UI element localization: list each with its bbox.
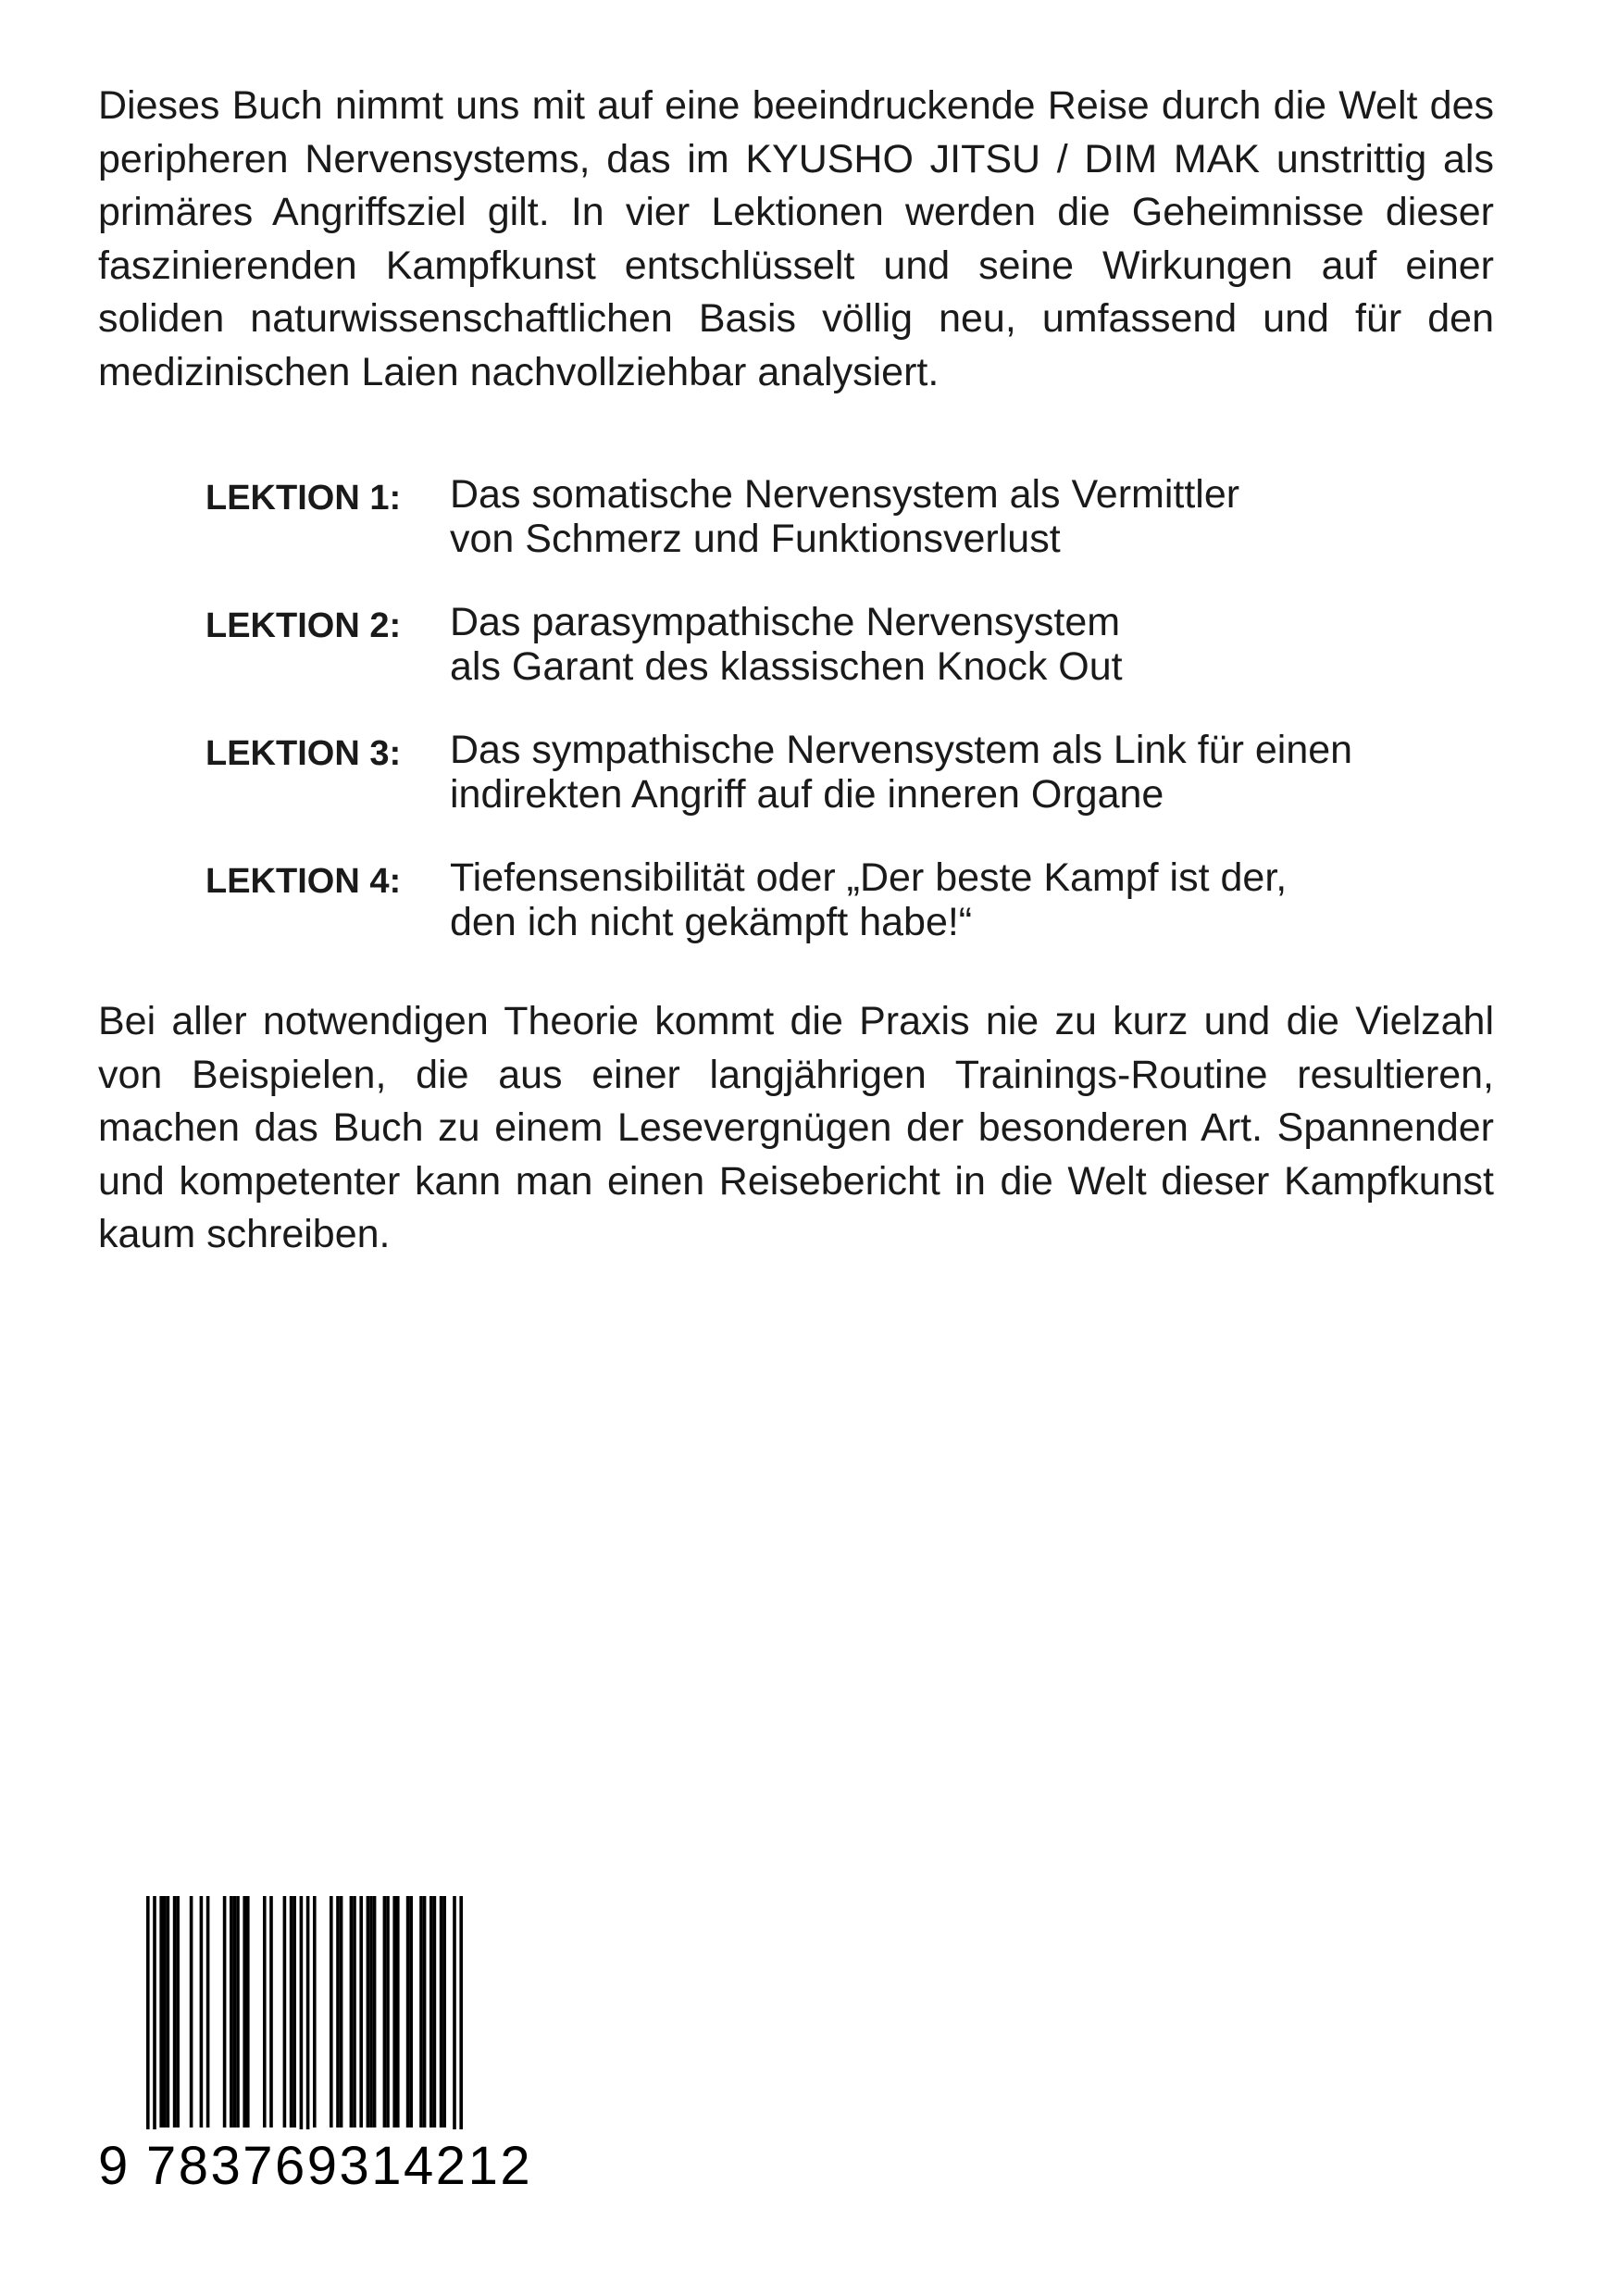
- lesson-item-3: [205, 728, 1409, 817]
- barcode-bar: [392, 1896, 396, 2128]
- lesson-line: Das sympathische Nervensystem als Link für einen: [450, 728, 1353, 772]
- lesson-line: Das parasympathische Nervensystem: [450, 600, 1121, 644]
- lesson-label: LEKTION 1:: [205, 479, 402, 518]
- barcode-bar: [423, 1896, 427, 2128]
- barcode-bar: [300, 1896, 304, 2160]
- lesson-label: LEKTION 4:: [205, 862, 402, 901]
- barcode-bar: [263, 1896, 267, 2128]
- lesson-description: [450, 728, 1409, 817]
- lesson-line: von Schmerz und Funktionsverlust: [450, 517, 1061, 561]
- barcode-bar: [236, 1896, 240, 2128]
- barcode-bar: [330, 1896, 333, 2128]
- barcode-bar: [146, 1896, 150, 2160]
- barcode-bar: [429, 1896, 433, 2128]
- lesson-list: [205, 472, 1409, 983]
- barcode-bar: [173, 1896, 177, 2128]
- barcode-bar: [206, 1896, 210, 2128]
- barcode-bar: [353, 1896, 356, 2128]
- barcode-bar: [269, 1896, 273, 2128]
- isbn-digits: [98, 2129, 533, 2203]
- lesson-line: Das somatische Nervensystem als Vermittler: [450, 472, 1240, 517]
- barcode-bar: [159, 1896, 163, 2128]
- barcode-bar: [233, 1896, 237, 2128]
- barcode-bar: [336, 1896, 340, 2128]
- barcode-bar: [367, 1896, 370, 2128]
- barcode-bar: [190, 1896, 193, 2128]
- barcode-bar: [396, 1896, 400, 2128]
- barcode-bar: [176, 1896, 180, 2128]
- barcode-bar: [433, 1896, 437, 2128]
- barcode-bar: [230, 1896, 233, 2128]
- barcode-bar: [283, 1896, 287, 2128]
- lesson-line: als Garant des klassischen Knock Out: [450, 644, 1123, 689]
- barcode-bar: [163, 1896, 167, 2128]
- barcode-bar: [167, 1896, 170, 2128]
- barcode-bar: [440, 1896, 443, 2128]
- barcode-bar: [292, 1896, 296, 2128]
- lesson-label: LEKTION 3:: [205, 734, 402, 773]
- barcode-bar: [383, 1896, 387, 2128]
- barcode-bar: [459, 1896, 463, 2160]
- barcode-bar: [246, 1896, 250, 2128]
- lesson-item-2: [205, 600, 1409, 689]
- lesson-item-4: [205, 855, 1409, 944]
- lesson-line: Tiefensensibilität oder „Der beste Kampf ist der,: [450, 855, 1288, 900]
- intro-paragraph: Dieses Buch nimmt uns mit auf eine beeindruckende Reise durch die Welt des peripheren Nervensystems, das im KYUSHO JITSU / DIM MAK unstrittig als primäres Angriffsziel gilt. In vier Lektionen werden die Geheimnisse dieser faszinierenden Kampfkunst entschlüsselt und seine Wirkungen auf einer soliden naturwissenschaftlichen Basis völlig neu, umfassend und für den medizinischen Laien nachvollziehbar analysiert.: [98, 83, 1494, 394]
- barcode-bar: [359, 1896, 363, 2128]
- barcode-bar: [386, 1896, 390, 2128]
- barcode-bar: [153, 1896, 156, 2160]
- barcode-bar: [369, 1896, 373, 2128]
- lesson-line: den ich nicht gekämpft habe!“: [450, 900, 973, 944]
- barcode-bar: [243, 1896, 246, 2128]
- barcode-bar: [419, 1896, 423, 2128]
- barcode-bar: [200, 1896, 204, 2128]
- barcode-bar: [442, 1896, 446, 2128]
- barcode-bar: [306, 1896, 310, 2160]
- lesson-label: LEKTION 2:: [205, 606, 402, 645]
- lesson-line: indirekten Angriff auf die inneren Organe: [450, 772, 1164, 817]
- barcode-bar: [340, 1896, 343, 2128]
- lesson-description: [450, 472, 1409, 561]
- outro-paragraph: Bei aller notwendigen Theorie kommt die Praxis nie zu kurz und die Vielzahl von Beispielen, die aus einer langjährigen Trainings-Routine resultieren, machen das Buch zu einem Lesevergnügen der besonderen Art. Spannender und kompetenter kann man einen Reisebericht in die Welt dieser Kampfkunst kaum schreiben.: [98, 999, 1494, 1257]
- lesson-item-1: [205, 472, 1409, 561]
- barcode-bar: [453, 1896, 456, 2160]
- barcode-bar: [406, 1896, 410, 2128]
- lesson-description: [450, 600, 1409, 689]
- barcode-bar: [409, 1896, 413, 2128]
- lesson-description: [450, 855, 1409, 944]
- barcode-bar: [350, 1896, 354, 2128]
- isbn-remaining-digits: 783769314212: [143, 2129, 536, 2203]
- barcode-bar: [373, 1896, 377, 2128]
- barcode-bar: [223, 1896, 227, 2128]
- isbn-first-digit: 9: [98, 2136, 129, 2196]
- barcode-bar: [313, 1896, 317, 2128]
- barcode-bar: [290, 1896, 293, 2128]
